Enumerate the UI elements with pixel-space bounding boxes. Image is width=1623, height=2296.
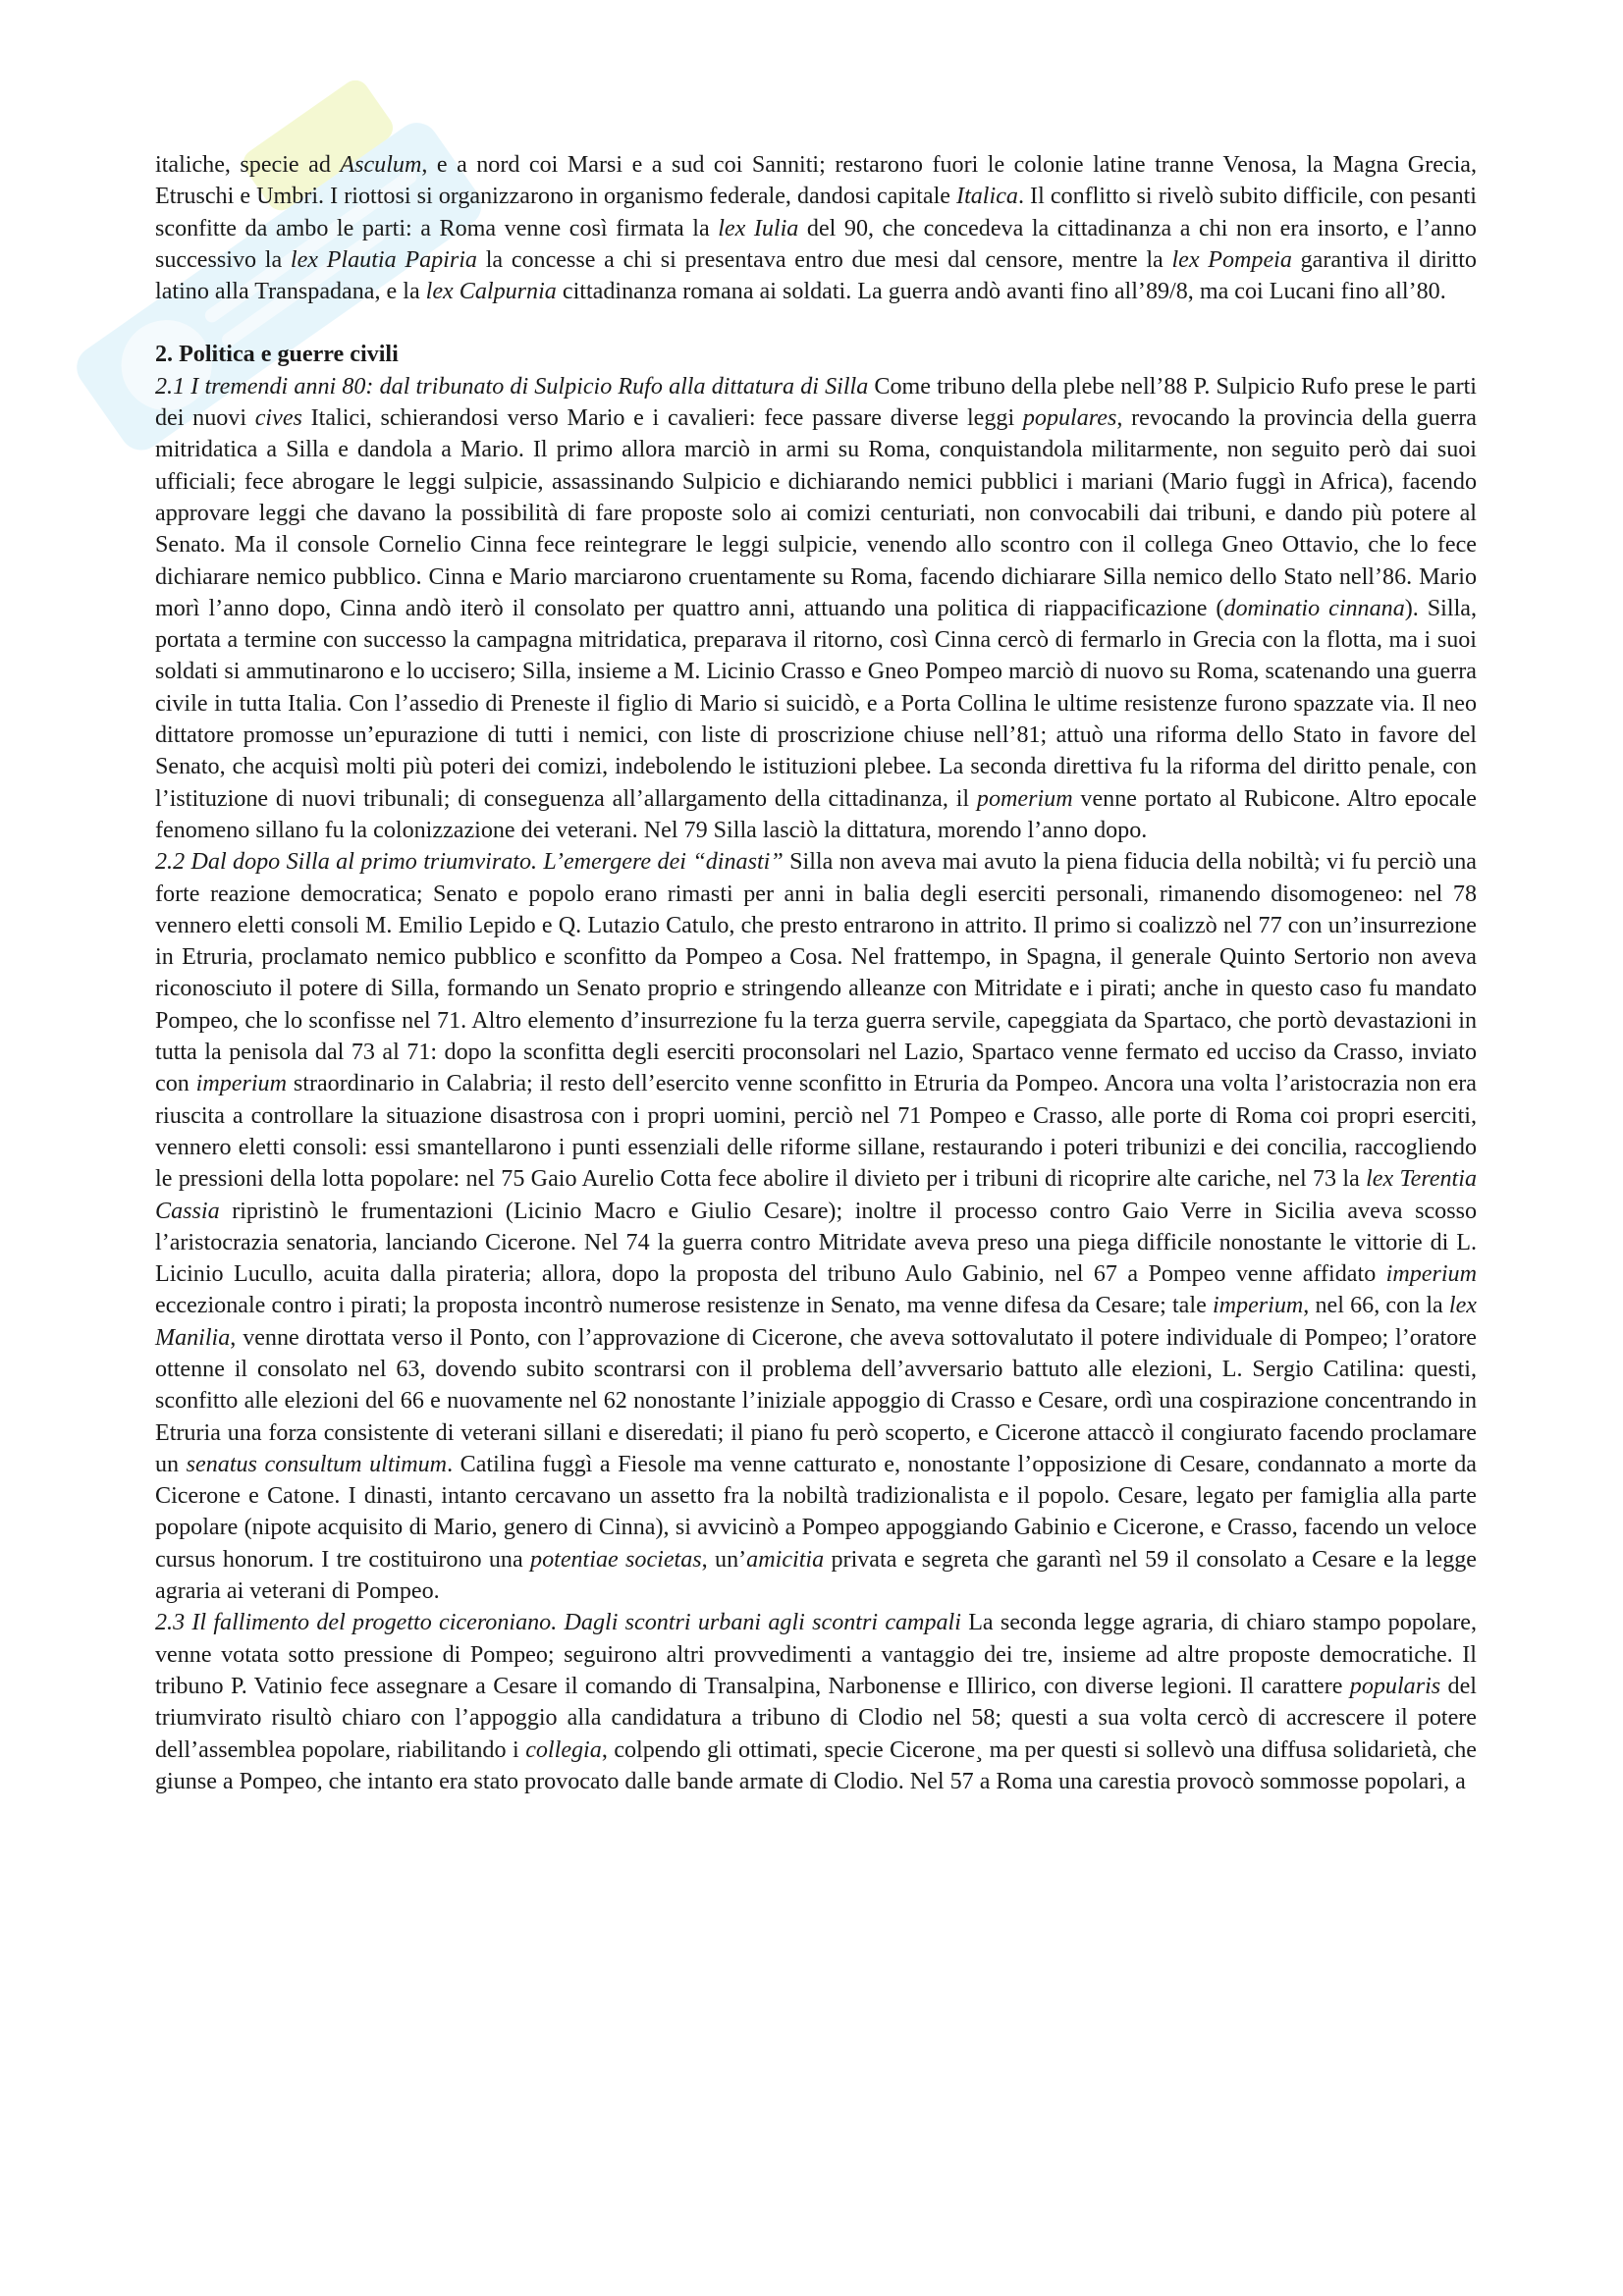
latin-term: lex Iulia [718, 215, 799, 241]
paragraph-section-2-3: 2.3 Il fallimento del progetto ciceroniano. Dagli scontri urbani agli scontri campali La seconda legge agraria, di chiaro stampo popolare, venne votata sotto pressione di Pompeo; seguirono altri provvedimenti a vantaggio dei tre, insieme ad altre proposte democratiche. Il tribuno P. Vatinio fece assegnare a Cesare il comando di Transalpina, Narbonense e Illirico, con diverse legioni. Il carattere popularis del triumvirato risultò chiaro con l’appoggio alla candidatura a tribuno di Clodio nel 58; questi a sua volta cercò di accrescere il potere dell’assemblea popolare, riabilitando i collegia, colpendo gli ottimati, specie Cicerone¸ ma per questi si sollevò una diffusa solidarietà, che giunse a Pompeo, che intanto era stato provocato dalle bande armate di Clodio. Nel 57 a Roma una carestia provocò sommosse popolari, a [155, 1610, 1478, 1794]
latin-term: popularis [1349, 1673, 1441, 1699]
latin-term: lex Plautia Papiria [290, 246, 477, 273]
latin-term: cives [254, 405, 302, 432]
paragraph-section-2-2: 2.2 Dal dopo Silla al primo triumvirato. L’emergere dei “dinasti” Silla non aveva mai avuto la piena fiducia della nobiltà; vi fu perciò una forte reazione democratica; Senato e popolo erano rimasti per anni in balia degli eserciti personali, rimanendo disomogeneo: nel 78 vennero eletti consoli M. Emilio Lepido e Q. Lutazio Catulo, che presto entrarono in attrito. Il primo si coalizzò nel 77 con un’insurrezione in Etruria, proclamato nemico pubblico e sconfitto da Pompeo a Cosa. Nel frattempo, in Spagna, il generale Quinto Sertorio non aveva riconosciuto il potere di Silla, formando un Senato proprio e stringendo alleanze con Mitridate e i pirati; anche in questo caso fu mandato Pompeo, che lo sconfisse nel 71. Altro elemento d’insurrezione fu la terza guerra servile, capeggiata da Spartaco, che portò devastazioni in tutta la penisola dal 73 al 71: dopo la sconfitta degli eserciti proconsolari nel Lazio, Spartaco venne fermato ed ucciso da Crasso, inviato con imperium straordinario in Calabria; il resto dell’esercito venne sconfitto in Etruria da Pompeo. Ancora una volta l’aristocrazia non era riuscita a controllare la situazione disastrosa con i propri uomini, perciò nel 71 Pompeo e Crasso, alle porte di Roma coi propri eserciti, vennero eletti consoli: essi smantellarono i punti essenziali delle riforme sillane, restaurando i poteri tribunizi e dei concilia, raccogliendo le pressioni della lotta popolare: nel 75 Gaio Aurelio Cotta fece abolire il divieto per i tribuni di ricoprire alte cariche, nel 73 la lex Terentia Cassia ripristinò le frumentazioni (Licinio Macro e Giulio Cesare); inoltre il processo contro Gaio Verre in Sicilia aveva scosso l’aristocrazia senatoria, lanciando Cicerone. Nel 74 la guerra contro Mitridate aveva preso una piega difficile nonostante le vittorie di L. Licinio Lucullo, acuita dalla pirateria; allora, dopo la proposta del tribuno Aulo Gabinio, nel 67 a Pompeo venne affidato imperium eccezionale contro i pirati; la proposta incontrò numerose resistenze in Senato, ma venne difesa da Cesare; tale imperium, nel 66, con la lex Manilia, venne dirottata verso il Ponto, con l’approvazione di Cicerone, che aveva sottovalutato il potere individuale di Pompeo; l’oratore ottenne il consolato nel 63, dovendo subito scontrarsi con il problema dell’avversario battuto alle elezioni, L. Sergio Catilina: questi, sconfitto alle elezioni del 66 e nuovamente nel 62 nonostante l’iniziale appoggio di Crasso e Cesare, ordì una cospirazione concentrando in Etruria una forza consistente di veterani sillani e diseredati; il piano fu però scoperto, e Cicerone attaccò il congiurato facendo proclamare un senatus consultum ultimum. Catilina fuggì a Fiesole ma venne catturato e, nonostante l’opposizione di Cesare, condannato a morte da Cicerone e Catone. I dinasti, intanto cercavano un assetto fra la nobiltà tradizionalista e il popolo. Cesare, legato per famiglia alla parte popolare (nipote acquisito di Mario, genero di Cinna), si avvicinò a Pompeo appoggiando Gabinio e Cicerone, e Crasso, facendo un veloce cursus honorum. I tre costituirono una potentiae societas, un’amicitia privata e segreta che garantì nel 59 il consolato a Cesare e la legge agraria ai veterani di Pompeo. [155, 849, 1477, 1605]
latin-term: populares [1022, 405, 1117, 432]
paragraph-section-2-1: 2.1 I tremendi anni 80: dal tribunato di Sulpicio Rufo alla dittatura di Silla Come tribuno della plebe nell’88 P. Sulpicio Rufo prese le parti dei nuovi cives Italici, schierandosi verso Mario e i cavalieri: fece passare diverse leggi populares, revocando la provincia della guerra mitridatica a Silla e dandola a Mario. Il primo allora marciò in armi su Roma, conquistandola militarmente, non seguito però dai suoi ufficiali; fece abrogare le leggi sulpicie, assassinando Sulpicio e dichiarando nemici pubblici i mariani (Mario fuggì in Africa), facendo approvare leggi che davano la possibilità di fare proposte solo ai comizi centuriati, non convocabili dai tribuni, e dando più potere al Senato. Ma il console Cornelio Cinna fece reintegrare le leggi sulpicie, venendo allo scontro con il collega Gneo Ottavio, che lo fece dichiarare nemico pubblico. Cinna e Mario marciarono cruentamente su Roma, facendo dichiarare Silla nemico dello Stato nell’86. Mario morì l’anno dopo, Cinna andò iterò il consolato per quattro anni, attuando una politica di riappacificazione (dominatio cinnana). Silla, portata a termine con successo la campagna mitridatica, preparava il ritorno, così Cinna cercò di fermarlo in Grecia con la flotta, ma i suoi soldati si ammutinarono e lo uccisero; Silla, insieme a M. Licinio Crasso e Gneo Pompeo marciò di nuovo su Roma, scatenando una guerra civile in tutta Italia. Con l’assedio di Preneste il figlio di Mario si suicidò, e a Porta Collina le ultime resistenze furono spazzate via. Il neo dittatore promosse un’epurazione di tutti i nemici, con liste di proscrizione chiuse nell’81; attuò una riforma dello Stato in favore del Senato, che acquisì molti più poteri dei comizi, indebolendo le istituzioni plebee. La seconda direttiva fu la riforma del diritto penale, con l’istituzione di nuovi tribunali; di conseguenza all’allargamento della cittadinanza, il pomerium venne portato al Rubicone. Altro epocale fenomeno sillano fu la colonizzazione dei veterani. Nel 79 Silla lasciò la dittatura, morendo l’anno dopo. [155, 373, 1478, 843]
document-body [155, 149, 1477, 1797]
latin-term: senatus consultum ultimum [186, 1451, 448, 1477]
latin-term: imperium [1212, 1293, 1304, 1319]
paragraph-gap [155, 307, 1477, 339]
paragraph-intro: italiche, specie ad Asculum, e a nord coi Marsi e a sud coi Sanniti; restarono fuori le colonie latine tranne Venosa, la Magna Grecia, Etruschi e Umbri. I riottosi si organizzarono in organismo federale, dandosi capitale Italica. Il conflitto si rivelò subito difficile, con pesanti sconfitte da ambo le parti: a Roma venne così firmata la lex Iulia del 90, che concedeva la cittadinanza a chi non era insorto, e l’anno successivo la lex Plautia Papiria la concesse a chi si presentava entro due mesi dal censore, mentre la lex Pompeia garantiva il diritto latino alla Transpadana, e la lex Calpurnia cittadinanza romana ai soldati. La guerra andò avanti fino all’89/8, ma coi Lucani fino all’80. [155, 152, 1478, 305]
latin-term: dominatio cinnana [1223, 595, 1405, 621]
latin-term: pomerium [976, 785, 1073, 812]
subsection-title-2-3: 2.3 Il fallimento del progetto ciceroniano. Dagli scontri urbani agli scontri campali [155, 1610, 961, 1636]
latin-term: imperium [1385, 1261, 1477, 1288]
section-heading: 2. Politica e guerre civili [155, 342, 399, 368]
latin-term: Italica [956, 184, 1018, 210]
latin-term: lex Calpurnia [425, 279, 557, 305]
latin-term: potentiae societas [530, 1546, 702, 1573]
latin-term: lex Pompeia [1171, 246, 1292, 273]
subsection-title-2-1: 2.1 I tremendi anni 80: dal tribunato di Sulpicio Rufo alla dittatura di Silla [155, 373, 869, 400]
latin-term: imperium [195, 1071, 288, 1097]
latin-term: lex Manilia [155, 1293, 1477, 1351]
subsection-title-2-2: 2.2 Dal dopo Silla al primo triumvirato. L’emergere dei “dinasti” [155, 849, 784, 876]
latin-term: collegia [525, 1736, 602, 1763]
latin-term: Asculum [340, 152, 422, 178]
latin-term: lex Terentia Cassia [155, 1166, 1477, 1224]
latin-term: amicitia [746, 1546, 825, 1573]
